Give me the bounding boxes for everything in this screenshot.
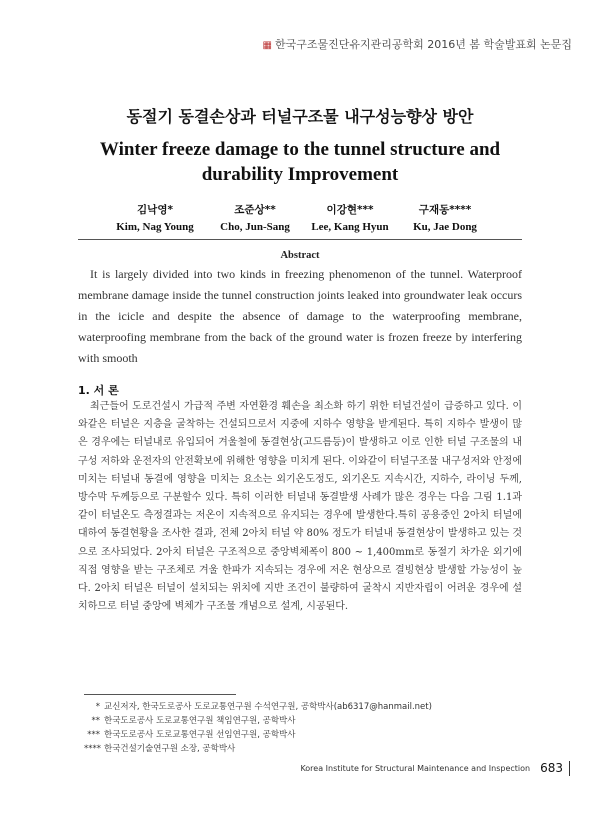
author-name-korean: 구재동****	[418, 204, 472, 216]
abstract-heading: Abstract	[280, 250, 320, 261]
footnote-marker: ****	[84, 744, 101, 754]
author-name-english: Kim, Nag Young	[116, 221, 194, 233]
author-name-english: Lee, Kang Hyun	[311, 221, 389, 233]
grid-mark-icon: ▦	[262, 40, 272, 51]
footnote-text: 한국건설기술연구원 소장, 공학박사	[104, 744, 236, 754]
author-1	[110, 202, 200, 233]
footer-institute: Korea Institute for Structural Maintenance and Inspection	[300, 764, 531, 773]
author-name-english: Ku, Jae Dong	[413, 221, 477, 233]
title-english: Winter freeze damage to the tunnel structure and durability Improvement	[99, 139, 501, 185]
running-header	[263, 36, 572, 52]
footnote-divider	[84, 694, 236, 695]
page-number: 683	[540, 761, 570, 776]
author-name-korean: 조준상**	[234, 204, 276, 216]
footnote-2	[84, 714, 484, 728]
author-4	[400, 202, 490, 233]
footnote-text: 교신저자, 한국도로공사 도로교통연구원 수석연구원, 공학박사(ab6317@hanmail.net)	[104, 702, 432, 712]
footnote-3	[84, 728, 484, 742]
author-2	[210, 202, 300, 233]
header-text: 한국구조물진단유지관리공학회 2016년 봄 학술발표회 논문집	[274, 38, 572, 51]
footnote-text: 한국도로공사 도로교통연구원 선임연구원, 공학박사	[104, 730, 296, 740]
footnote-marker: ***	[87, 730, 100, 740]
footnote-marker: *	[95, 702, 100, 712]
title-korean: 동절기 동결손상과 터널구조물 내구성능향상 방안	[126, 107, 474, 126]
abstract-text: It is largely divided into two kinds in freezing phenomenon of the tunnel. Waterproof membrane damage inside the tunnel construction joints leaked into groundwater leak occurs in the icicle and despite the absence of damage to the waterproofing membrane, waterproofing membrane from the back of the ground water is frozen freeze by interfering with smooth	[78, 267, 522, 365]
author-name-korean: 김낙영*	[137, 204, 173, 216]
section-heading-introduction: 1. 서 론	[78, 384, 119, 397]
author-name-korean: 이강현***	[326, 204, 374, 216]
footnote-1	[84, 700, 484, 714]
footnotes	[84, 700, 484, 756]
footnote-marker: **	[91, 716, 100, 726]
footnote-4	[84, 742, 484, 756]
author-name-english: Cho, Jun-Sang	[220, 221, 290, 233]
introduction-paragraph: 최근들어 도로건설시 가급적 주변 자연환경 훼손을 최소화 하기 위한 터널건설이 급증하고 있다. 이와같은 터널은 지층을 굴착하는 건설되므로서 지중에 지하수 영향을 받게된다. 특히 지하수 발생이 많은 경우에는 터널내로 유입되어 겨울철에 동결현상(고드름등)이 발생하고 이로 인한 터널 구조물의 내구성 저하와 운전자의 안전확보에 위해한 영향을 미치게 된다. 이와같이 터널구조물 내구성저와 안정에 미치는 터널내 동결에 영향을 미치는 요소는 외기온도정도, 외기온도 지속시간, 지하수, 라이닝 두께, 방수막 두께등으로 구분할수 있다. 특히 이러한 터널내 동결발생 사례가 많은 경우는 다음 그림 1.1과 같이 터널온도 측정결과는 저온이 지속적으로 유지되는 경우에 발생한다.특히 공용중인 2아치 터널에 대하여 동결현황을 조사한 결과, 전체 2아치 터널 약 80% 정도가 터널내 동결현상이 발생하고 있는 것으로 조사되었다. 2아치 터널은 구조적으로 중앙벽체폭이 800 ~ 1,400mm로 동절기 차가운 외기에 직접 영향을 받는 구조체로 겨울 한파가 지속되는 경우에 저온 현상으로 결빙현상 발생할 가능성이 높다. 2아치 터널은 터널이 설치되는 위치에 지반 조건이 불량하여 굴착시 지반자립이 어려운 경우에 설치하므로 터널 중앙에 벽체가 구조물 개념으로 설계, 시공된다.	[78, 401, 522, 613]
footnote-text: 한국도로공사 도로교통연구원 책임연구원, 공학박사	[104, 716, 296, 726]
author-3	[305, 202, 395, 233]
page-footer	[300, 761, 570, 776]
divider-line	[78, 239, 522, 240]
